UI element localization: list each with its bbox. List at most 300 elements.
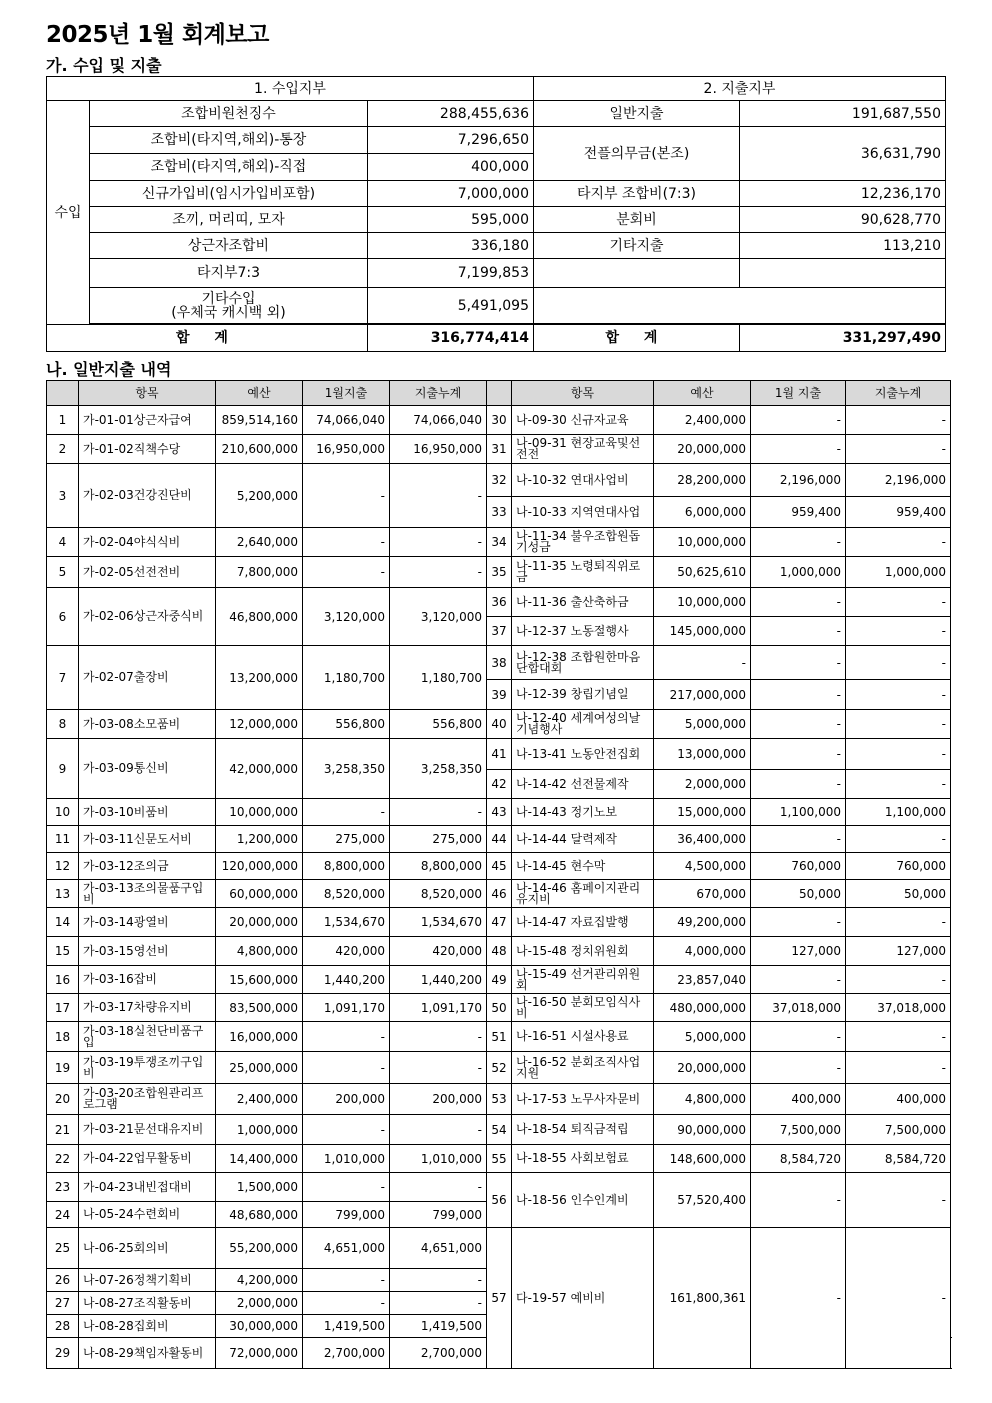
expense-item-name: 가-03-13조의물품구입비 (79, 880, 216, 908)
expense-cumulative: 2,700,000 (390, 1338, 487, 1369)
income-amount: 595,000 (368, 207, 534, 233)
expense-item-name: 나-17-53 노무사자문비 (512, 1084, 654, 1115)
expense-january: - (751, 826, 846, 853)
expense-cumulative: - (846, 406, 951, 435)
row-number: 37 (487, 617, 512, 646)
expense-january: - (303, 1022, 390, 1052)
expense-january: 959,400 (751, 497, 846, 528)
row-number: 5 (47, 557, 79, 588)
expense-cumulative: - (390, 528, 487, 557)
expense-item-name: 나-14-44 달력제작 (512, 826, 654, 853)
row-number: 54 (487, 1115, 512, 1145)
expense-amount: 90,628,770 (740, 207, 946, 233)
expense-budget: 10,000,000 (654, 588, 751, 617)
row-number: 34 (487, 528, 512, 557)
expense-item-name: 나-06-25회의비 (79, 1228, 216, 1269)
row-number: 43 (487, 799, 512, 826)
expense-cumulative: - (390, 1292, 487, 1315)
expense-january: 799,000 (303, 1202, 390, 1228)
expense-budget: 2,640,000 (216, 528, 303, 557)
expense-january: 1,180,700 (303, 646, 390, 710)
expense-cumulative: 275,000 (390, 826, 487, 853)
expense-cumulative: 37,018,000 (846, 994, 951, 1022)
expense-cumulative: - (846, 1173, 951, 1228)
header-right-3: 지출누계 (846, 381, 951, 406)
expense-budget: 4,800,000 (654, 1084, 751, 1115)
row-number: 12 (47, 853, 79, 880)
expense-january: 3,258,350 (303, 739, 390, 799)
expense-budget: 145,000,000 (654, 617, 751, 646)
expense-budget: 5,000,000 (654, 710, 751, 739)
expense-january: 1,534,670 (303, 908, 390, 937)
expense-cumulative: 4,651,000 (390, 1228, 487, 1269)
expense-item-name: 나-15-48 정치위원회 (512, 937, 654, 966)
expense-cumulative: - (846, 1022, 951, 1052)
income-item-line2: (우체국 캐시백 외) (171, 304, 286, 321)
expense-budget: 4,200,000 (216, 1269, 303, 1292)
expense-item-name: 나-11-34 불우조합원돕기성금 (512, 528, 654, 557)
expense-amount: 191,687,550 (740, 101, 946, 127)
expense-budget: 1,200,000 (216, 826, 303, 853)
expense-item-name: 나-14-45 현수막 (512, 853, 654, 880)
expense-january: - (303, 528, 390, 557)
expense-cumulative: - (846, 680, 951, 710)
section-b-heading: 나. 일반지출 내역 (46, 360, 172, 379)
expense-item-name: 가-03-10비품비 (79, 799, 216, 826)
expense-cumulative: 556,800 (390, 710, 487, 739)
expense-amount: 12,236,170 (740, 181, 946, 207)
row-number: 56 (487, 1173, 512, 1228)
expense-budget: 670,000 (654, 880, 751, 908)
expense-january: - (751, 770, 846, 799)
expense-item-name: 가-03-14광열비 (79, 908, 216, 937)
income-label: 수입 (47, 101, 90, 325)
income-item: 타지부7:3 (90, 259, 368, 288)
expense-budget: 6,000,000 (654, 497, 751, 528)
expense-item-name: 나-16-50 분회모임식사비 (512, 994, 654, 1022)
row-number: 39 (487, 680, 512, 710)
expense-item-name: 나-12-37 노동절행사 (512, 617, 654, 646)
expense-budget: 60,000,000 (216, 880, 303, 908)
expense-item-name: 가-03-16잡비 (79, 966, 216, 994)
expense-cumulative: 3,258,350 (390, 739, 487, 799)
row-number: 51 (487, 1022, 512, 1052)
expense-cumulative: - (846, 617, 951, 646)
expense-january: - (303, 1269, 390, 1292)
expense-january: - (751, 680, 846, 710)
expense-item-name: 나-18-56 인수인계비 (512, 1173, 654, 1228)
expense-cumulative: 2,196,000 (846, 464, 951, 497)
expense-budget: 161,800,361 (654, 1228, 751, 1369)
row-number: 52 (487, 1052, 512, 1084)
expense-january: 556,800 (303, 710, 390, 739)
expense-cumulative: 1,419,500 (390, 1315, 487, 1338)
expense-budget: 28,200,000 (654, 464, 751, 497)
expense-january: - (751, 617, 846, 646)
header-left-0: 항목 (79, 381, 216, 406)
empty-cell (740, 259, 946, 288)
expense-cumulative: - (846, 1052, 951, 1084)
expense-january: 127,000 (751, 937, 846, 966)
expense-item-name: 나-12-39 창립기념일 (512, 680, 654, 710)
expense-cumulative: 8,800,000 (390, 853, 487, 880)
expense-item-name: 나-10-32 연대사업비 (512, 464, 654, 497)
expense-item-name: 나-08-29책임자활동비 (79, 1338, 216, 1369)
header-right-1: 예산 (654, 381, 751, 406)
row-number: 45 (487, 853, 512, 880)
expense-item: 타지부 조합비(7:3) (534, 181, 740, 207)
expense-january: - (303, 1115, 390, 1145)
expense-january: - (751, 1228, 846, 1369)
row-number: 25 (47, 1228, 79, 1269)
expense-january: 400,000 (751, 1084, 846, 1115)
income-amount: 7,199,853 (368, 259, 534, 288)
expense-item-name: 가-01-02직책수당 (79, 435, 216, 464)
expense-budget: 48,680,000 (216, 1202, 303, 1228)
expense-cumulative: 7,500,000 (846, 1115, 951, 1145)
expense-budget: 10,000,000 (216, 799, 303, 826)
expense-item-name: 가-02-03건강진단비 (79, 464, 216, 528)
expense-budget: 13,200,000 (216, 646, 303, 710)
empty-cell (534, 259, 740, 288)
expense-budget: 2,400,000 (216, 1084, 303, 1115)
expense-cumulative: - (846, 435, 951, 464)
row-number: 8 (47, 710, 79, 739)
expense-cumulative: - (390, 1052, 487, 1084)
expense-budget: 1,500,000 (216, 1173, 303, 1202)
row-number: 24 (47, 1202, 79, 1228)
expense-budget: 10,000,000 (654, 528, 751, 557)
section-a-heading: 가. 수입 및 지출 (46, 56, 162, 75)
expense-item: 일반지출 (534, 101, 740, 127)
expense-january: - (303, 799, 390, 826)
expense-cumulative: - (390, 464, 487, 528)
expense-item-name: 나-18-54 퇴직금적립 (512, 1115, 654, 1145)
row-number: 40 (487, 710, 512, 739)
expense-item-name: 가-04-22업무활동비 (79, 1145, 216, 1173)
expense-total-label: 합 계 (534, 325, 740, 352)
expense-budget: 20,000,000 (216, 908, 303, 937)
income-item: 조합비(타지역,해외)-통장 (90, 127, 368, 154)
expense-item-name: 가-03-11신문도서비 (79, 826, 216, 853)
row-number: 1 (47, 406, 79, 435)
row-number: 9 (47, 739, 79, 799)
expense-budget: 15,600,000 (216, 966, 303, 994)
row-number: 33 (487, 497, 512, 528)
expense-item-name: 나-14-47 자료집발행 (512, 908, 654, 937)
row-number: 36 (487, 588, 512, 617)
expense-budget: 13,000,000 (654, 739, 751, 770)
expense-january: 1,419,500 (303, 1315, 390, 1338)
row-number: 11 (47, 826, 79, 853)
expense-budget: 217,000,000 (654, 680, 751, 710)
row-number: 27 (47, 1292, 79, 1315)
expense-january: 8,584,720 (751, 1145, 846, 1173)
row-number: 19 (47, 1052, 79, 1084)
expense-cumulative: 760,000 (846, 853, 951, 880)
expense-item: 전플의무금(본조) (534, 127, 740, 181)
row-number: 47 (487, 908, 512, 937)
expense-january: - (751, 435, 846, 464)
expense-item-name: 나-11-35 노령퇴직위로금 (512, 557, 654, 588)
header-no-left (47, 381, 79, 406)
expense-cumulative: - (846, 710, 951, 739)
row-number: 31 (487, 435, 512, 464)
expense-item-name: 나-08-28집회비 (79, 1315, 216, 1338)
expense-cumulative: 1,091,170 (390, 994, 487, 1022)
row-number: 53 (487, 1084, 512, 1115)
row-number: 26 (47, 1269, 79, 1292)
expense-cumulative: 799,000 (390, 1202, 487, 1228)
expense-cumulative: - (390, 799, 487, 826)
expense-cumulative: 74,066,040 (390, 406, 487, 435)
expense-cumulative: 420,000 (390, 937, 487, 966)
row-number: 32 (487, 464, 512, 497)
expense-item: 기타지출 (534, 233, 740, 259)
expense-budget: 55,200,000 (216, 1228, 303, 1269)
income-item: 조합비(타지역,해외)-직접 (90, 154, 368, 181)
expense-budget: 4,000,000 (654, 937, 751, 966)
expense-item-name: 가-02-06상근자중식비 (79, 588, 216, 646)
expense-budget: 4,800,000 (216, 937, 303, 966)
income-amount: 7,296,650 (368, 127, 534, 154)
expense-cumulative: 127,000 (846, 937, 951, 966)
expense-january: 1,440,200 (303, 966, 390, 994)
expense-budget: 46,800,000 (216, 588, 303, 646)
expense-total: 331,297,490 (740, 325, 946, 352)
expense-cumulative: - (390, 1022, 487, 1052)
row-number: 30 (487, 406, 512, 435)
expense-cumulative: 3,120,000 (390, 588, 487, 646)
expense-budget: 57,520,400 (654, 1173, 751, 1228)
row-number: 18 (47, 1022, 79, 1052)
expense-item-name: 가-03-21문선대유지비 (79, 1115, 216, 1145)
expense-cumulative: 1,010,000 (390, 1145, 487, 1173)
expense-budget: 16,000,000 (216, 1022, 303, 1052)
expense-january: - (303, 1173, 390, 1202)
expense-item-name: 가-03-18실천단비품구입 (79, 1022, 216, 1052)
expense-january: 275,000 (303, 826, 390, 853)
expense-section-header: 2. 지출지부 (534, 77, 946, 101)
expense-budget: 72,000,000 (216, 1338, 303, 1369)
expense-cumulative: - (390, 1173, 487, 1202)
expense-item: 분회비 (534, 207, 740, 233)
expense-item-name: 가-03-19투쟁조끼구입비 (79, 1052, 216, 1084)
row-number: 38 (487, 646, 512, 680)
row-number: 16 (47, 966, 79, 994)
expense-january: 7,500,000 (751, 1115, 846, 1145)
expense-item-name: 나-11-36 출산축하금 (512, 588, 654, 617)
expense-january: - (751, 588, 846, 617)
income-amount: 288,455,636 (368, 101, 534, 127)
expense-budget: 30,000,000 (216, 1315, 303, 1338)
expense-budget: 210,600,000 (216, 435, 303, 464)
row-number: 14 (47, 908, 79, 937)
expense-item-name: 나-08-27조직활동비 (79, 1292, 216, 1315)
expense-january: 2,700,000 (303, 1338, 390, 1369)
expense-january: 1,000,000 (751, 557, 846, 588)
expense-budget: 148,600,000 (654, 1145, 751, 1173)
expense-item-name: 나-13-41 노동안전집회 (512, 739, 654, 770)
expense-item-name: 나-14-43 정기노보 (512, 799, 654, 826)
row-number: 49 (487, 966, 512, 994)
expense-item-name: 나-14-46 홈페이지관리유지비 (512, 880, 654, 908)
expense-cumulative: 1,100,000 (846, 799, 951, 826)
expense-item-name: 나-12-40 세계여성의날기념행사 (512, 710, 654, 739)
expense-cumulative: - (846, 1228, 951, 1369)
expense-cumulative: 400,000 (846, 1084, 951, 1115)
income-section-header: 1. 수입지부 (47, 77, 534, 101)
expense-budget: 12,000,000 (216, 710, 303, 739)
header-right-0: 항목 (512, 381, 654, 406)
row-number: 10 (47, 799, 79, 826)
expense-budget: 4,500,000 (654, 853, 751, 880)
expense-cumulative: 8,584,720 (846, 1145, 951, 1173)
expense-budget: 7,800,000 (216, 557, 303, 588)
expense-budget: 120,000,000 (216, 853, 303, 880)
expense-item-name: 가-03-08소모품비 (79, 710, 216, 739)
expense-january: - (751, 528, 846, 557)
row-number: 41 (487, 739, 512, 770)
expense-item-name: 나-10-33 지역연대사업 (512, 497, 654, 528)
expense-cumulative: - (390, 1115, 487, 1145)
expense-cumulative: 16,950,000 (390, 435, 487, 464)
row-number: 44 (487, 826, 512, 853)
expense-item-name: 나-14-42 선전물제작 (512, 770, 654, 799)
expense-item-name: 가-02-04야식식비 (79, 528, 216, 557)
income-item (90, 288, 368, 324)
expense-january: 420,000 (303, 937, 390, 966)
income-item: 조끼, 머리띠, 모자 (90, 207, 368, 233)
income-item: 조합비원천징수 (90, 101, 368, 127)
expense-item-name: 나-12-38 조합원한마음단합대회 (512, 646, 654, 680)
expense-item-name: 나-16-52 분회조직사업지원 (512, 1052, 654, 1084)
income-item: 상근자조합비 (90, 233, 368, 259)
income-amount: 7,000,000 (368, 181, 534, 207)
income-total: 316,774,414 (368, 325, 534, 352)
expense-january: - (303, 1052, 390, 1084)
expense-budget: 83,500,000 (216, 994, 303, 1022)
expense-january: - (303, 1292, 390, 1315)
expense-january: 760,000 (751, 853, 846, 880)
expense-january: 4,651,000 (303, 1228, 390, 1269)
expense-item-name: 가-03-17차량유지비 (79, 994, 216, 1022)
expense-budget: 49,200,000 (654, 908, 751, 937)
expense-january: 16,950,000 (303, 435, 390, 464)
expense-cumulative: - (846, 528, 951, 557)
expense-item-name: 가-04-23내빈접대비 (79, 1173, 216, 1202)
row-number: 22 (47, 1145, 79, 1173)
row-number: 7 (47, 646, 79, 710)
row-number: 17 (47, 994, 79, 1022)
expense-cumulative: - (846, 966, 951, 994)
expense-budget: 20,000,000 (654, 435, 751, 464)
expense-amount: 113,210 (740, 233, 946, 259)
header-no-right (487, 381, 512, 406)
expense-item-name: 가-03-15영선비 (79, 937, 216, 966)
expense-january: 8,800,000 (303, 853, 390, 880)
header-left-1: 예산 (216, 381, 303, 406)
income-expense-table (46, 76, 946, 352)
expense-january: - (751, 1052, 846, 1084)
expense-january: - (751, 739, 846, 770)
expense-january: 1,010,000 (303, 1145, 390, 1173)
expense-january: - (751, 1173, 846, 1228)
expense-item-name: 나-07-26정책기획비 (79, 1269, 216, 1292)
expense-january: - (751, 966, 846, 994)
expense-cumulative: - (846, 770, 951, 799)
expense-january: - (751, 646, 846, 680)
expense-january: - (303, 464, 390, 528)
row-number: 48 (487, 937, 512, 966)
row-number: 23 (47, 1173, 79, 1202)
row-number: 15 (47, 937, 79, 966)
header-left-3: 지출누계 (390, 381, 487, 406)
expense-item-name: 나-15-49 선거관리위원회 (512, 966, 654, 994)
expense-budget: 23,857,040 (654, 966, 751, 994)
expense-budget: 2,400,000 (654, 406, 751, 435)
row-number: 6 (47, 588, 79, 646)
expense-january: 200,000 (303, 1084, 390, 1115)
expense-budget: 90,000,000 (654, 1115, 751, 1145)
income-amount: 336,180 (368, 233, 534, 259)
expense-january: - (751, 908, 846, 937)
expense-cumulative: - (846, 646, 951, 680)
income-amount: 5,491,095 (368, 288, 534, 324)
expense-item-name: 가-02-05선전전비 (79, 557, 216, 588)
row-number: 46 (487, 880, 512, 908)
expense-item-name: 가-03-12조의금 (79, 853, 216, 880)
expense-january: 3,120,000 (303, 588, 390, 646)
expense-item-name: 나-09-30 신규자교육 (512, 406, 654, 435)
row-number: 2 (47, 435, 79, 464)
expense-budget: 480,000,000 (654, 994, 751, 1022)
expense-cumulative: - (390, 557, 487, 588)
expense-item-name: 나-18-55 사회보험료 (512, 1145, 654, 1173)
expense-january: 1,091,170 (303, 994, 390, 1022)
expense-budget: 5,200,000 (216, 464, 303, 528)
expense-amount: 36,631,790 (740, 127, 946, 181)
expense-cumulative: - (846, 588, 951, 617)
expense-item-name: 가-03-09통신비 (79, 739, 216, 799)
expense-january: 8,520,000 (303, 880, 390, 908)
row-number: 3 (47, 464, 79, 528)
expense-budget: 50,625,610 (654, 557, 751, 588)
expense-budget: 1,000,000 (216, 1115, 303, 1145)
empty-cell (534, 288, 946, 324)
row-number: 28 (47, 1315, 79, 1338)
income-item: 신규가입비(임시가입비포함) (90, 181, 368, 207)
expense-january: 1,100,000 (751, 799, 846, 826)
row-number: 20 (47, 1084, 79, 1115)
expense-january: 74,066,040 (303, 406, 390, 435)
header-left-2: 1월지출 (303, 381, 390, 406)
expense-budget: 20,000,000 (654, 1052, 751, 1084)
expense-january: - (751, 406, 846, 435)
expense-budget: 2,000,000 (216, 1292, 303, 1315)
row-number: 35 (487, 557, 512, 588)
expense-cumulative: 1,440,200 (390, 966, 487, 994)
expense-january: - (751, 1022, 846, 1052)
expense-item-name: 다-19-57 예비비 (512, 1228, 654, 1369)
expense-item-name: 가-02-07출장비 (79, 646, 216, 710)
expense-item-name: 가-01-01상근자급여 (79, 406, 216, 435)
row-number: 50 (487, 994, 512, 1022)
row-number: 57 (487, 1228, 512, 1369)
expense-january: - (303, 557, 390, 588)
expense-cumulative: - (846, 826, 951, 853)
row-number: 13 (47, 880, 79, 908)
